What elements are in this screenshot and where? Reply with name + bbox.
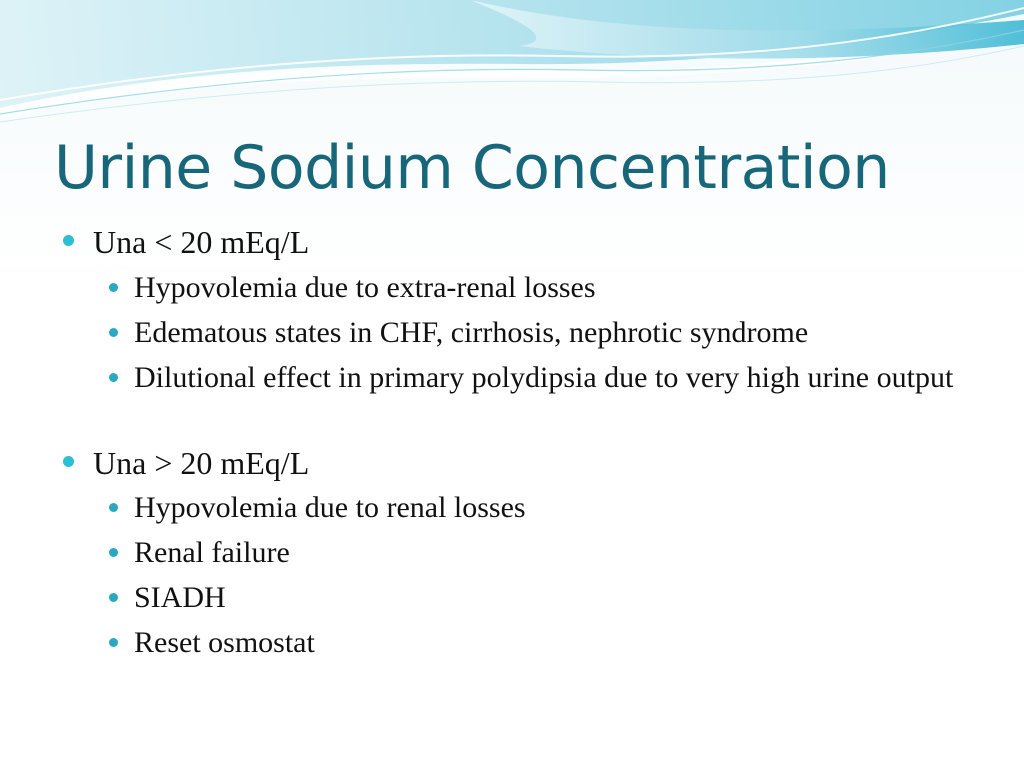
bullet-item: [93, 445, 309, 481]
sub-bullet-item: [134, 625, 994, 661]
sub-bullet-dot-icon: [109, 283, 118, 292]
sub-bullet-dot-icon: [109, 638, 118, 647]
sub-bullet-text: Dilutional effect in primary polydipsia due to very high urine output: [134, 361, 954, 394]
bullet-dot-icon: [63, 235, 74, 246]
sub-bullet-dot-icon: [109, 328, 118, 337]
sub-bullet-dot-icon: [109, 373, 118, 382]
sub-bullet-item: [134, 580, 994, 616]
bullet-dot-icon: [63, 456, 74, 467]
sub-bullet-text: Reset osmostat: [134, 626, 315, 659]
slide-title: Urine Sodium Concentration: [54, 133, 890, 203]
sub-bullet-item: [134, 270, 994, 306]
sub-bullet-item: [134, 360, 954, 396]
sub-bullet-dot-icon: [109, 548, 118, 557]
sub-bullet-text: Edematous states in CHF, cirrhosis, nephrotic syndrome: [134, 316, 809, 349]
sub-bullet-text: SIADH: [134, 581, 226, 614]
sub-bullet-item: [134, 490, 994, 526]
bullet-text: Una < 20 mEq/L: [93, 224, 310, 260]
header-wave-decoration: [0, 0, 1024, 140]
sub-bullet-text: Hypovolemia due to extra-renal losses: [134, 271, 596, 304]
bullet-item: [93, 224, 309, 260]
sub-bullet-dot-icon: [109, 503, 118, 512]
sub-bullet-dot-icon: [109, 593, 118, 602]
sub-bullet-text: Renal failure: [134, 536, 290, 569]
bullet-text: Una > 20 mEq/L: [93, 445, 310, 481]
sub-bullet-text: Hypovolemia due to renal losses: [134, 491, 526, 524]
sub-bullet-item: [134, 315, 994, 351]
sub-bullet-item: [134, 535, 994, 571]
